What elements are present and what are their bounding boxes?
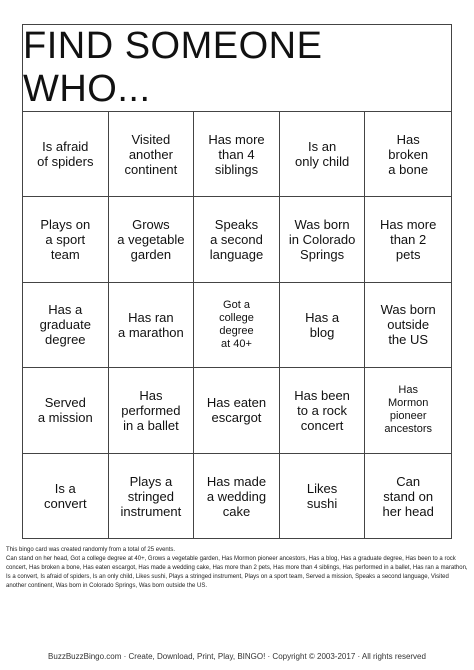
- bingo-cell: Speaks a second language: [194, 197, 280, 282]
- bingo-cell: Has been to a rock concert: [280, 368, 366, 453]
- bingo-card: [22, 24, 452, 539]
- site-footer: BuzzBuzzBingo.com · Create, Download, Print, Play, BINGO! · Copyright © 2003-2017 · All rights reserved: [48, 652, 426, 661]
- bingo-cell: Is afraid of spiders: [23, 112, 109, 197]
- notes-event-list: Can stand on her head, Got a college degree at 40+, Grows a vegetable garden, Has Mormon pioneer ancestors, Has a blog, Has a graduate degree, Has been to a rock concert, Has broken a bone, Has eaten escargot, Has made a wedding cake, Has more than 2 pets, Has more than 4 siblings, Has performed in a ballet, Has ran a marathon, Is a convert, Is afraid of spiders, Is an only child, Likes sushi, Plays a stringed instrument, Plays on a sport team, Served a mission, Speaks a second language, Visited another continent, Was born in Colorado Springs, Was born outside the US.: [6, 556, 468, 589]
- bingo-cell: Was born outside the US: [365, 283, 451, 368]
- card-notes: [6, 546, 468, 591]
- card-title: FIND SOMEONE WHO...: [23, 25, 451, 112]
- bingo-cell: Grows a vegetable garden: [109, 197, 195, 282]
- bingo-cell: Got a college degree at 40+: [194, 283, 280, 368]
- bingo-cell: Is a convert: [23, 454, 109, 539]
- bingo-cell: Has a graduate degree: [23, 283, 109, 368]
- bingo-cell: Plays on a sport team: [23, 197, 109, 282]
- bingo-cell: Served a mission: [23, 368, 109, 453]
- bingo-cell: Has broken a bone: [365, 112, 451, 197]
- bingo-cell: Has eaten escargot: [194, 368, 280, 453]
- bingo-cell: Plays a stringed instrument: [109, 454, 195, 539]
- bingo-grid: [23, 112, 451, 539]
- bingo-cell: Was born in Colorado Springs: [280, 197, 366, 282]
- notes-summary: This bingo card was created randomly from a total of 25 events.: [6, 547, 176, 553]
- bingo-cell: Is an only child: [280, 112, 366, 197]
- bingo-cell: Visited another continent: [109, 112, 195, 197]
- bingo-cell: Can stand on her head: [382, 473, 434, 519]
- bingo-cell: Has a blog: [280, 283, 366, 368]
- bingo-cell: Has more than 2 pets: [365, 197, 451, 282]
- bingo-cell: Has ran a marathon: [109, 283, 195, 368]
- bingo-cell: Has Mormon pioneer ancestors: [365, 368, 451, 453]
- bingo-cell: Has more than 4 siblings: [194, 112, 280, 197]
- bingo-cell: Likes sushi: [280, 454, 366, 539]
- bingo-cell: Has made a wedding cake: [194, 454, 280, 539]
- bingo-cell: Has performed in a ballet: [109, 368, 195, 453]
